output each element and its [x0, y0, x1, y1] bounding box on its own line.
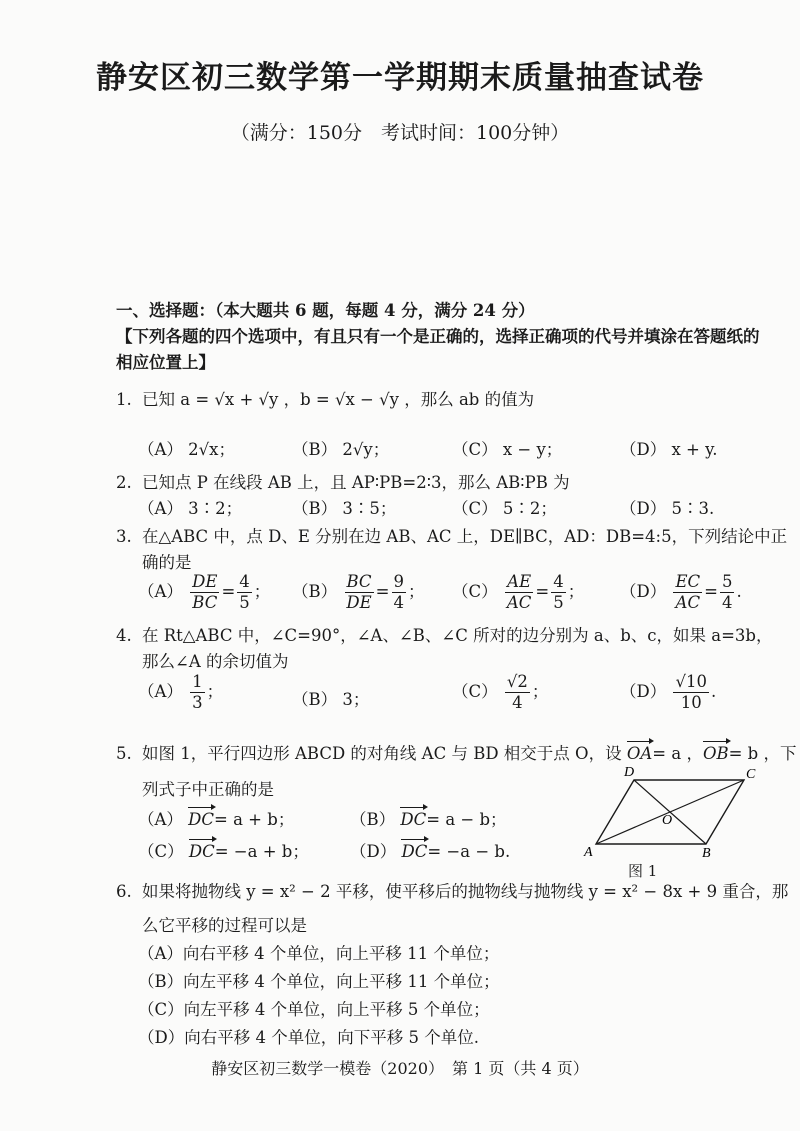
option-label: （A） — [138, 681, 183, 701]
q2-option-c[interactable]: （C） 5∶2； — [452, 499, 557, 518]
q1-option-c[interactable]: （C） x − y； — [452, 440, 563, 459]
question-3-cont: 确的是 — [142, 553, 192, 572]
page-footer: 静安区初三数学一模卷（2020） 第 1 页（共 4 页） — [211, 1059, 589, 1078]
fraction: $\frac{1}{3}$ — [192, 672, 203, 712]
figure-caption: 图 1 — [628, 862, 658, 880]
fraction: $\frac{AE}{AC}$ — [506, 572, 532, 612]
q3-option-d[interactable]: （D） $\frac{EC}{AC}$ = $\frac{5}{4}$ . — [620, 572, 742, 612]
section-heading: 一、选择题：（本大题共 6 题，每题 4 分，满分 24 分） — [116, 301, 535, 320]
question-number: 5. — [116, 744, 132, 763]
question-stem: 如图 1，平行四边形 ABCD 的对角线 AC 与 BD 相交于点 O，设 — [142, 744, 622, 763]
q3-option-a[interactable]: （A） $\frac{DE}{BC}$ = $\frac{4}{5}$ ； — [138, 572, 271, 612]
fraction-value: $\frac{4}{5}$ — [553, 572, 564, 612]
option-label: （C） — [452, 681, 498, 701]
q4-option-d[interactable]: （D） $\frac{√10}{10}$ . — [620, 672, 717, 712]
fraction: $\frac{EC}{AC}$ — [675, 572, 701, 612]
q6-option-c[interactable]: （C）向左平移 4 个单位，向上平移 5 个单位； — [138, 1000, 490, 1019]
q2-option-a[interactable]: （A） 3∶2； — [138, 499, 243, 518]
fraction: $\frac{BC}{DE}$ — [346, 572, 372, 612]
parallelogram-figure — [580, 760, 770, 860]
question-stem: 已知点 P 在线段 AB 上，且 AP∶PB=2∶3，那么 AB∶PB 为 — [142, 473, 570, 492]
fraction-value: $\frac{9}{4}$ — [393, 572, 404, 612]
q5-option-a[interactable]: （A） DC= a + b； — [138, 810, 295, 829]
question-5-cont: 列式子中正确的是 — [142, 780, 274, 799]
fraction: $\frac{DE}{BC}$ — [192, 572, 218, 612]
q4-option-b[interactable]: （B） 3； — [292, 690, 370, 709]
question-1 — [116, 386, 534, 410]
fraction: $\frac{√2}{4}$ — [506, 672, 528, 712]
option-label: （B） — [292, 581, 338, 601]
option-label: （D） — [620, 681, 667, 701]
label-b: B — [702, 846, 711, 860]
section-instruction: 【下列各题的四个选项中，有且只有一个是正确的，选择正确项的代号并填涂在答题纸的 — [116, 327, 760, 346]
q3-option-b[interactable]: （B） $\frac{BC}{DE}$ = $\frac{9}{4}$ ； — [292, 572, 425, 612]
label-c: C — [746, 767, 756, 782]
question-5: 5. 如图 1，平行四边形 ABCD 的对角线 AC 与 BD 相交于点 O，设 OA= a ，OB= b ，下 — [116, 744, 797, 763]
vector-oa: OA — [626, 744, 653, 763]
q2-option-d[interactable]: （D） 5∶3. — [620, 499, 715, 518]
question-6-cont: 么它平移的过程可以是 — [142, 916, 307, 935]
question-3 — [116, 523, 787, 547]
exam-title: 静安区初三数学第一学期期末质量抽查试卷 — [96, 60, 704, 96]
q6-option-a[interactable]: （A）向右平移 4 个单位，向上平移 11 个单位； — [138, 944, 500, 963]
diagonal-bd — [634, 780, 706, 844]
question-4 — [116, 622, 772, 646]
q6-option-b[interactable]: （B）向左平移 4 个单位，向上平移 11 个单位； — [138, 972, 500, 991]
q1-option-d[interactable]: （D） x + y. — [620, 440, 718, 459]
question-number: 4. — [116, 626, 132, 645]
question-2 — [116, 469, 570, 493]
fraction-value: $\frac{4}{5}$ — [239, 572, 250, 612]
q4-option-a[interactable]: （A） $\frac{1}{3}$ ； — [138, 672, 224, 712]
label-a: A — [584, 845, 593, 860]
fraction-value: $\frac{5}{4}$ — [721, 572, 733, 612]
question-6 — [116, 878, 788, 902]
fraction: $\frac{√10}{10}$ — [675, 672, 707, 712]
label-d: D — [624, 765, 635, 780]
question-number: 3. — [116, 527, 132, 546]
question-stem: 在△ABC 中，点 D、E 分别在边 AB、AC 上，DE∥BC，AD：DB=4:5，下列结论中正 — [142, 527, 788, 546]
section-instruction-cont: 相应位置上】 — [116, 353, 215, 372]
q4-option-c[interactable]: （C） $\frac{√2}{4}$ ； — [452, 672, 549, 712]
question-4-cont: 那么∠A 的余切值为 — [142, 652, 289, 671]
label-o: O — [662, 813, 673, 828]
question-stem: 在 Rt△ABC 中，∠C=90°，∠A、∠B、∠C 所对的边分别为 a、b、c，如果 a=3b， — [142, 626, 773, 645]
q1-option-b[interactable]: （B） 2√y； — [292, 440, 390, 459]
question-stem: 如果将抛物线 y = x² − 2 平移，使平移后的抛物线与抛物线 y = x² − 8x + 9 重合，那 — [142, 882, 789, 901]
q6-option-d[interactable]: （D）向右平移 4 个单位，向下平移 5 个单位. — [138, 1028, 479, 1047]
question-number: 2. — [116, 473, 132, 492]
question-stem: 已知 a = √x + √y ，b = √x − √y ，那么 ab 的值为 — [142, 390, 535, 409]
q5-option-c[interactable]: （C） DC= −a + b； — [138, 842, 309, 861]
q2-option-b[interactable]: （B） 3∶5； — [292, 499, 397, 518]
option-label: （C） — [452, 581, 498, 601]
exam-subtitle: （满分：150分 考试时间：100分钟） — [230, 122, 570, 144]
vector-ob: OB — [702, 744, 729, 763]
option-label: （A） — [138, 581, 183, 601]
q5-option-d[interactable]: （D） DC= −a − b. — [350, 842, 511, 861]
question-number: 6. — [116, 882, 132, 901]
q1-option-a[interactable]: （A） 2√x； — [138, 440, 235, 459]
question-number: 1. — [116, 390, 132, 409]
q3-option-c[interactable]: （C） $\frac{AE}{AC}$ = $\frac{4}{5}$ ； — [452, 572, 585, 612]
q5-option-b[interactable]: （B） DC= a − b； — [350, 810, 507, 829]
option-label: （D） — [620, 581, 667, 601]
